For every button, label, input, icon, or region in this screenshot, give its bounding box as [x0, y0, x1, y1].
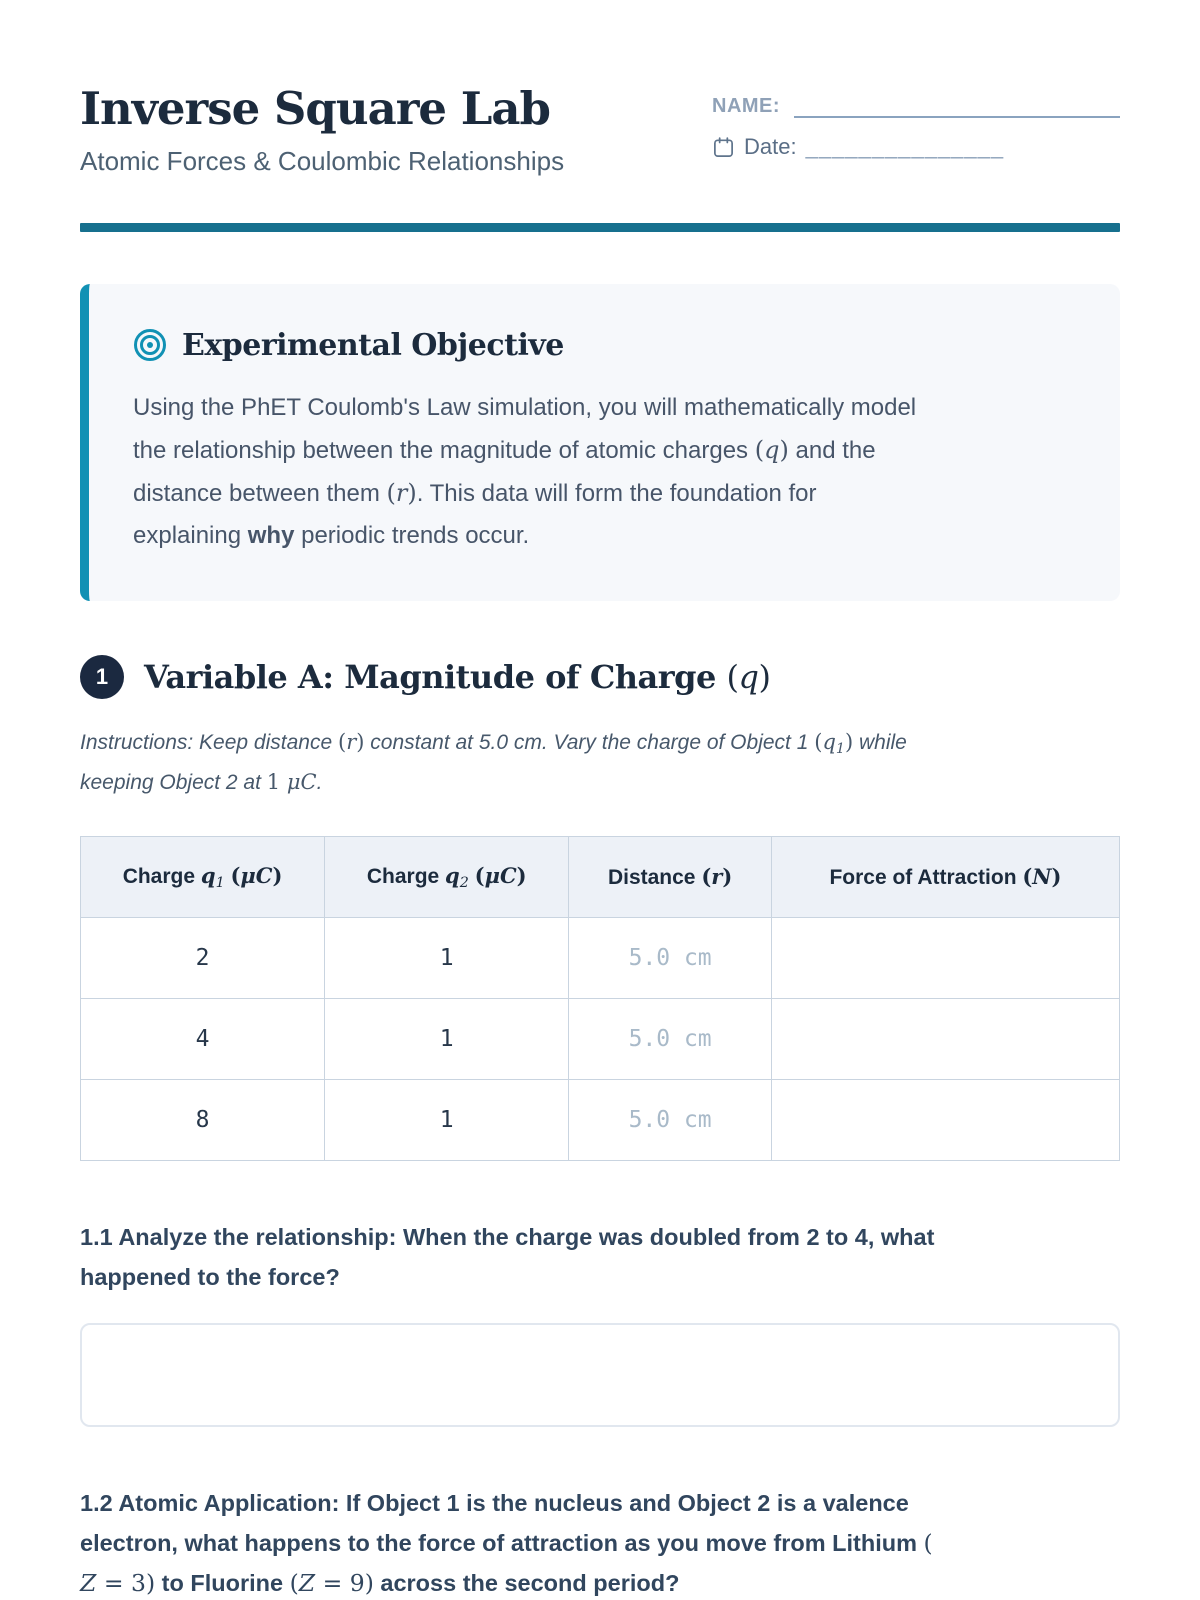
cell-force-input[interactable]	[771, 999, 1119, 1080]
date-label: Date:	[744, 134, 797, 159]
objective-body-line: explaining why periodic trends occur.	[133, 521, 530, 549]
cell-distance: 5.0 cm	[569, 918, 772, 999]
question-1-1	[80, 1217, 1120, 1297]
section-title: Variable A: Magnitude of Charge (q)	[144, 657, 771, 696]
name-row	[712, 90, 1120, 118]
question-1-1-line: happened to the force?	[80, 1264, 340, 1291]
date-fill-line[interactable]: _______________	[805, 134, 1005, 159]
data-table	[80, 836, 1120, 1161]
cell-q1: 2	[81, 918, 325, 999]
question-1-2-line: Z = 3) to Fluorine (Z = 9) across the second period?	[80, 1569, 680, 1598]
question-1-2	[80, 1483, 1120, 1600]
instructions-line: keeping Object 2 at 1 μC.	[80, 770, 323, 795]
header-left	[80, 84, 564, 177]
question-1-1-line: 1.1 Analyze the relationship: When the charge was doubled from 2 to 4, what	[80, 1224, 935, 1251]
objective-body-line: distance between them (r). This data will form the foundation for	[133, 478, 817, 507]
cell-q1: 4	[81, 999, 325, 1080]
table-row	[81, 918, 1120, 999]
section-number-badge: 1	[80, 655, 124, 699]
name-label: NAME:	[712, 95, 781, 117]
name-fill-line[interactable]	[794, 90, 1120, 118]
question-1-2-line: electron, what happens to the force of attraction as you move from Lithium (	[80, 1529, 933, 1558]
objective-heading: Experimental Objective	[182, 327, 564, 363]
instructions	[80, 725, 1120, 801]
header-right	[712, 84, 1120, 160]
page-title: Inverse Square Lab	[80, 82, 550, 135]
page-subtitle: Atomic Forces & Coulombic Relationships	[80, 145, 565, 176]
question-1-2-line: 1.2 Atomic Application: If Object 1 is the nucleus and Object 2 is a valence	[80, 1490, 909, 1517]
table-row	[81, 999, 1120, 1080]
document-header	[80, 84, 1120, 177]
teal-divider	[80, 223, 1120, 232]
col-header-charge-q2: Charge q2 (μC)	[325, 837, 569, 918]
table-row	[81, 1080, 1120, 1161]
cell-q2: 1	[325, 999, 569, 1080]
objective-body	[133, 387, 1068, 557]
objective-body-line: Using the PhET Coulomb's Law simulation, you will mathematically model	[133, 393, 917, 421]
instructions-line: Instructions: Keep distance (r) constant at 5.0 cm. Vary the charge of Object 1 (q1) while	[80, 729, 907, 757]
section-header	[80, 655, 1120, 699]
cell-q2: 1	[325, 1080, 569, 1161]
target-icon	[133, 328, 167, 362]
cell-q2: 1	[325, 918, 569, 999]
objective-heading-row	[133, 328, 1068, 363]
cell-force-input[interactable]	[771, 1080, 1119, 1161]
objective-callout	[80, 284, 1120, 601]
col-header-force: Force of Attraction (N)	[771, 837, 1119, 918]
table-header-row	[81, 837, 1120, 918]
objective-body-line: the relationship between the magnitude of atomic charges (q) and the	[133, 435, 876, 464]
section-variable-a	[80, 655, 1120, 1600]
date-row	[712, 134, 1120, 160]
calendar-icon	[712, 136, 735, 159]
col-header-distance: Distance (r)	[569, 837, 772, 918]
cell-force-input[interactable]	[771, 918, 1119, 999]
cell-distance: 5.0 cm	[569, 1080, 772, 1161]
col-header-charge-q1: Charge q1 (μC)	[81, 837, 325, 918]
answer-box-1-1[interactable]	[80, 1323, 1120, 1427]
cell-q1: 8	[81, 1080, 325, 1161]
cell-distance: 5.0 cm	[569, 999, 772, 1080]
